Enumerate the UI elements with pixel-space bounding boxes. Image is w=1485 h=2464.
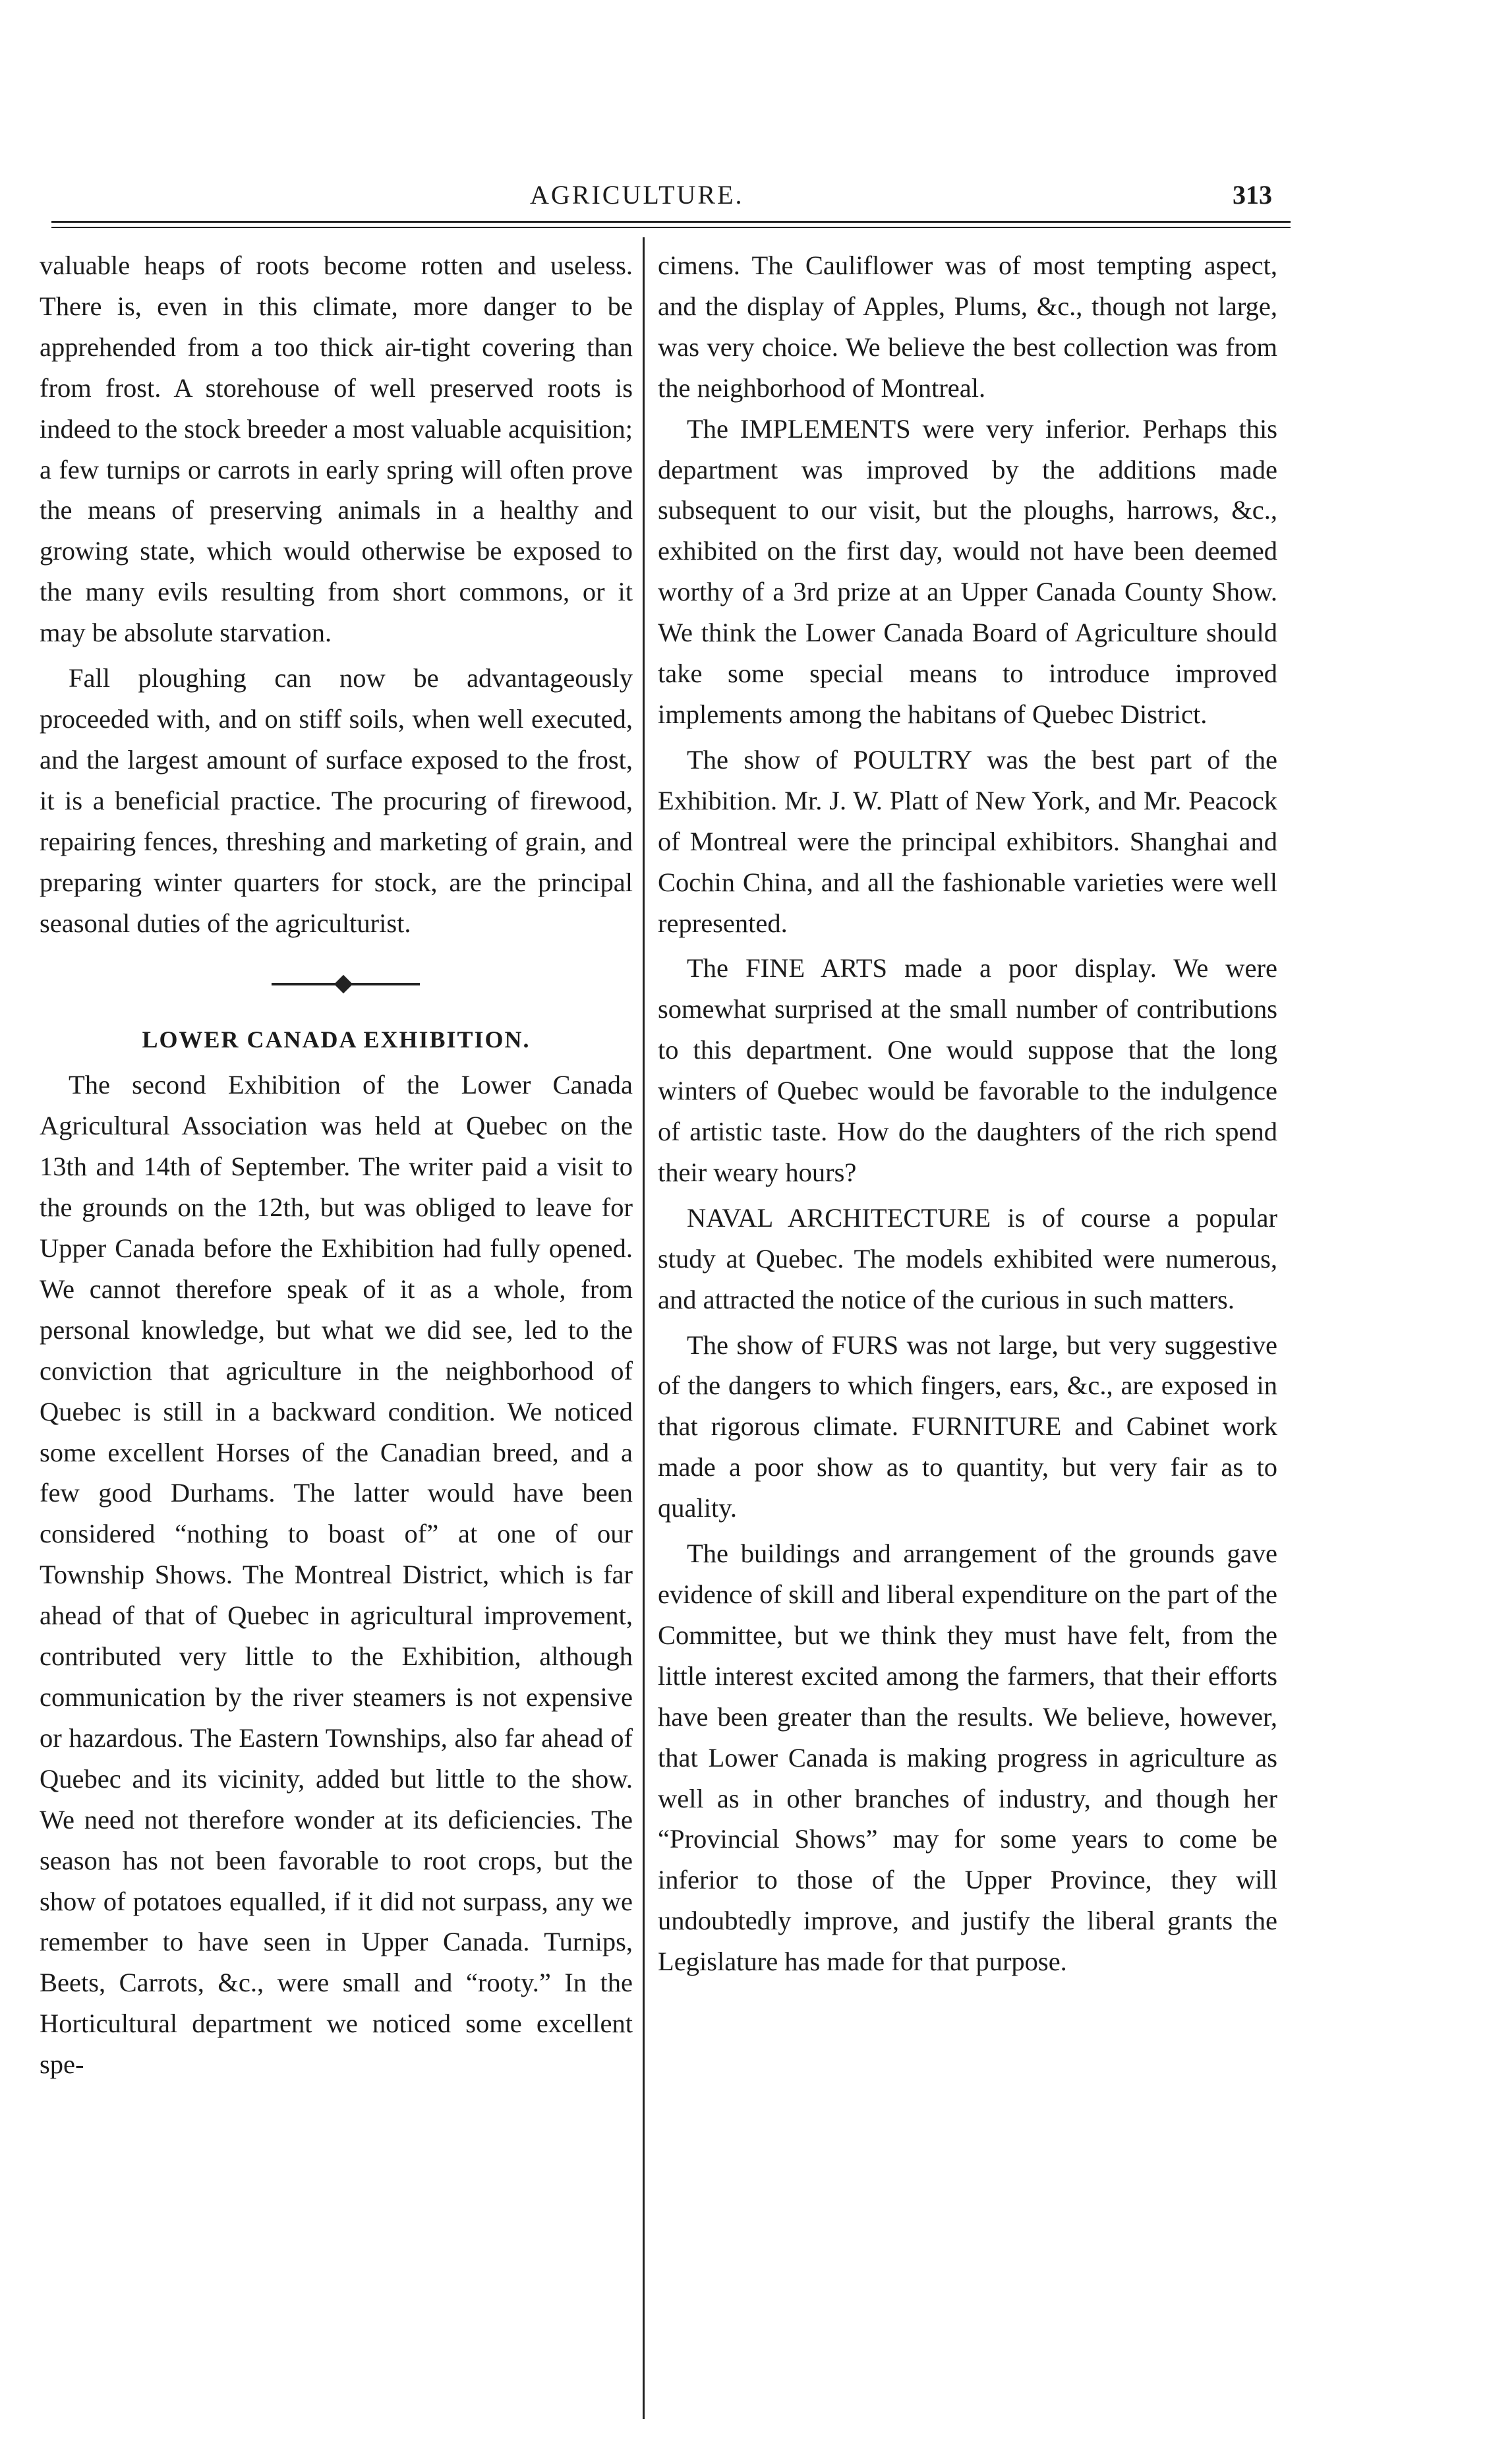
paragraph: The show of POULTRY was the best part of the Exhibition. Mr. J. W. Platt of New York, and Mr. Peacock of Montreal were the principal exhibitors. Shanghai and Cochin China, and all the fashionable varieties were well represented. xyxy=(658,744,1277,938)
paragraph: The FINE ARTS made a poor display. We were somewhat surprised at the small number of contributions to this department. One would suppose that the long winters of Quebec would be favorable to the indulgence of artistic taste. How do the daughters of the rich spend their weary hours? xyxy=(658,953,1277,1187)
paragraph: The show of FURS was not large, but very suggestive of the dangers to which fingers, ears, &c., are exposed in that rigorous climate. FURNITURE and Cabinet work made a poor show as to quantity, but very fair as to quality. xyxy=(658,1330,1277,1523)
paragraph: Fall ploughing can now be advantageously proceeded with, and on stiff soils, when well executed, and the largest amount of surface exposed to the frost, it is a beneficial practice. The procuring of firewood, repairing fences, threshing and marketing of grain, and preparing winter quarters for stock, are the principal seasonal duties of the agriculturist. xyxy=(40,663,633,938)
paragraph: cimens. The Cauliflower was of most tempting aspect, and the display of Apples, Plums, &c., though not large, was very choice. We believe the best collection was from the neighborhood of Montreal. xyxy=(658,250,1277,403)
paragraph: NAVAL ARCHITECTURE is of course a popular study at Quebec. The models exhibited were numerous, and attracted the notice of the curious in such matters. xyxy=(658,1202,1277,1314)
paragraph: The second Exhibition of the Lower Canada Agricultural Association was held at Quebec on the 13th and 14th of September. The writer paid a visit to the grounds on the 12th, but was obliged to leave for Upper Canada before the Exhibition had fully opened. We cannot therefore speak of it as a whole, from personal knowledge, but what we did see, led to the conviction that agriculture in the neighborhood of Quebec is still in a backward condition. We noticed some excellent Horses of the Canadian breed, and a few good Durhams. The latter would have been considered “nothing to boast of” at one of our Township Shows. The Montreal District, which is far ahead of that of Quebec in agricultural improvement, contributed very little to the Exhibition, although communication by the river steamers is not expensive or hazardous. The Eastern Townships, also far ahead of Quebec and its vicinity, added but little to the show. We need not therefore wonder at its deficiencies. The season has not been favorable to root crops, but the show of potatoes equalled, if it did not surpass, any we remember to have seen in Upper Canada. Turnips, Beets, Carrots, &c., were small and “rooty.” In the Horticultural department we noticed some excellent spe- xyxy=(40,1070,633,2080)
paragraph: The buildings and arrangement of the grounds gave evidence of skill and liberal expenditure on the part of the Committee, but we think they must have felt, from the little interest excited among the farmers, that their efforts have been greater than the results. We believe, however, that Lower Canada is making progress in agriculture as well as in other branches of industry, and though her “Provincial Shows” may for some years to come be inferior to those of the Upper Province, they will undoubtedly improve, and justify the liberal grants the Legislature has made for that purpose. xyxy=(658,1539,1277,1977)
left-column xyxy=(40,245,633,2085)
paragraph: valuable heaps of roots become rotten and useless. There is, even in this climate, more danger to be apprehended from a too thick air-tight covering than from frost. A storehouse of well preserved roots is indeed to the stock breeder a most valuable acquisition; a few turnips or carrots in early spring will often prove the means of preserving animals in a healthy and growing state, which would otherwise be exposed to the many evils resulting from short commons, or it may be absolute starvation. xyxy=(40,250,633,648)
paragraph: The IMPLEMENTS were very inferior. Perhaps this department was improved by the additions made subsequent to our visit, but the ploughs, harrows, &c., exhibited on the first day, would not have been deemed worthy of a 3rd prize at an Upper Canada County Show. We think the Lower Canada Board of Agriculture should take some special means to introduce improved implements among the habitans of Quebec District. xyxy=(658,413,1277,729)
right-column xyxy=(658,245,1277,1982)
page-header xyxy=(0,0,1485,218)
column-divider xyxy=(643,237,645,2419)
section-ornament xyxy=(40,943,633,1021)
running-head: AGRICULTURE. xyxy=(530,180,744,210)
header-rule-top xyxy=(51,221,1291,223)
page-number: 313 xyxy=(1233,180,1272,210)
section-heading: LOWER CANADA EXHIBITION. xyxy=(142,1026,531,1053)
header-rule-bottom xyxy=(51,227,1291,228)
ornament-diamond-icon xyxy=(334,975,353,993)
